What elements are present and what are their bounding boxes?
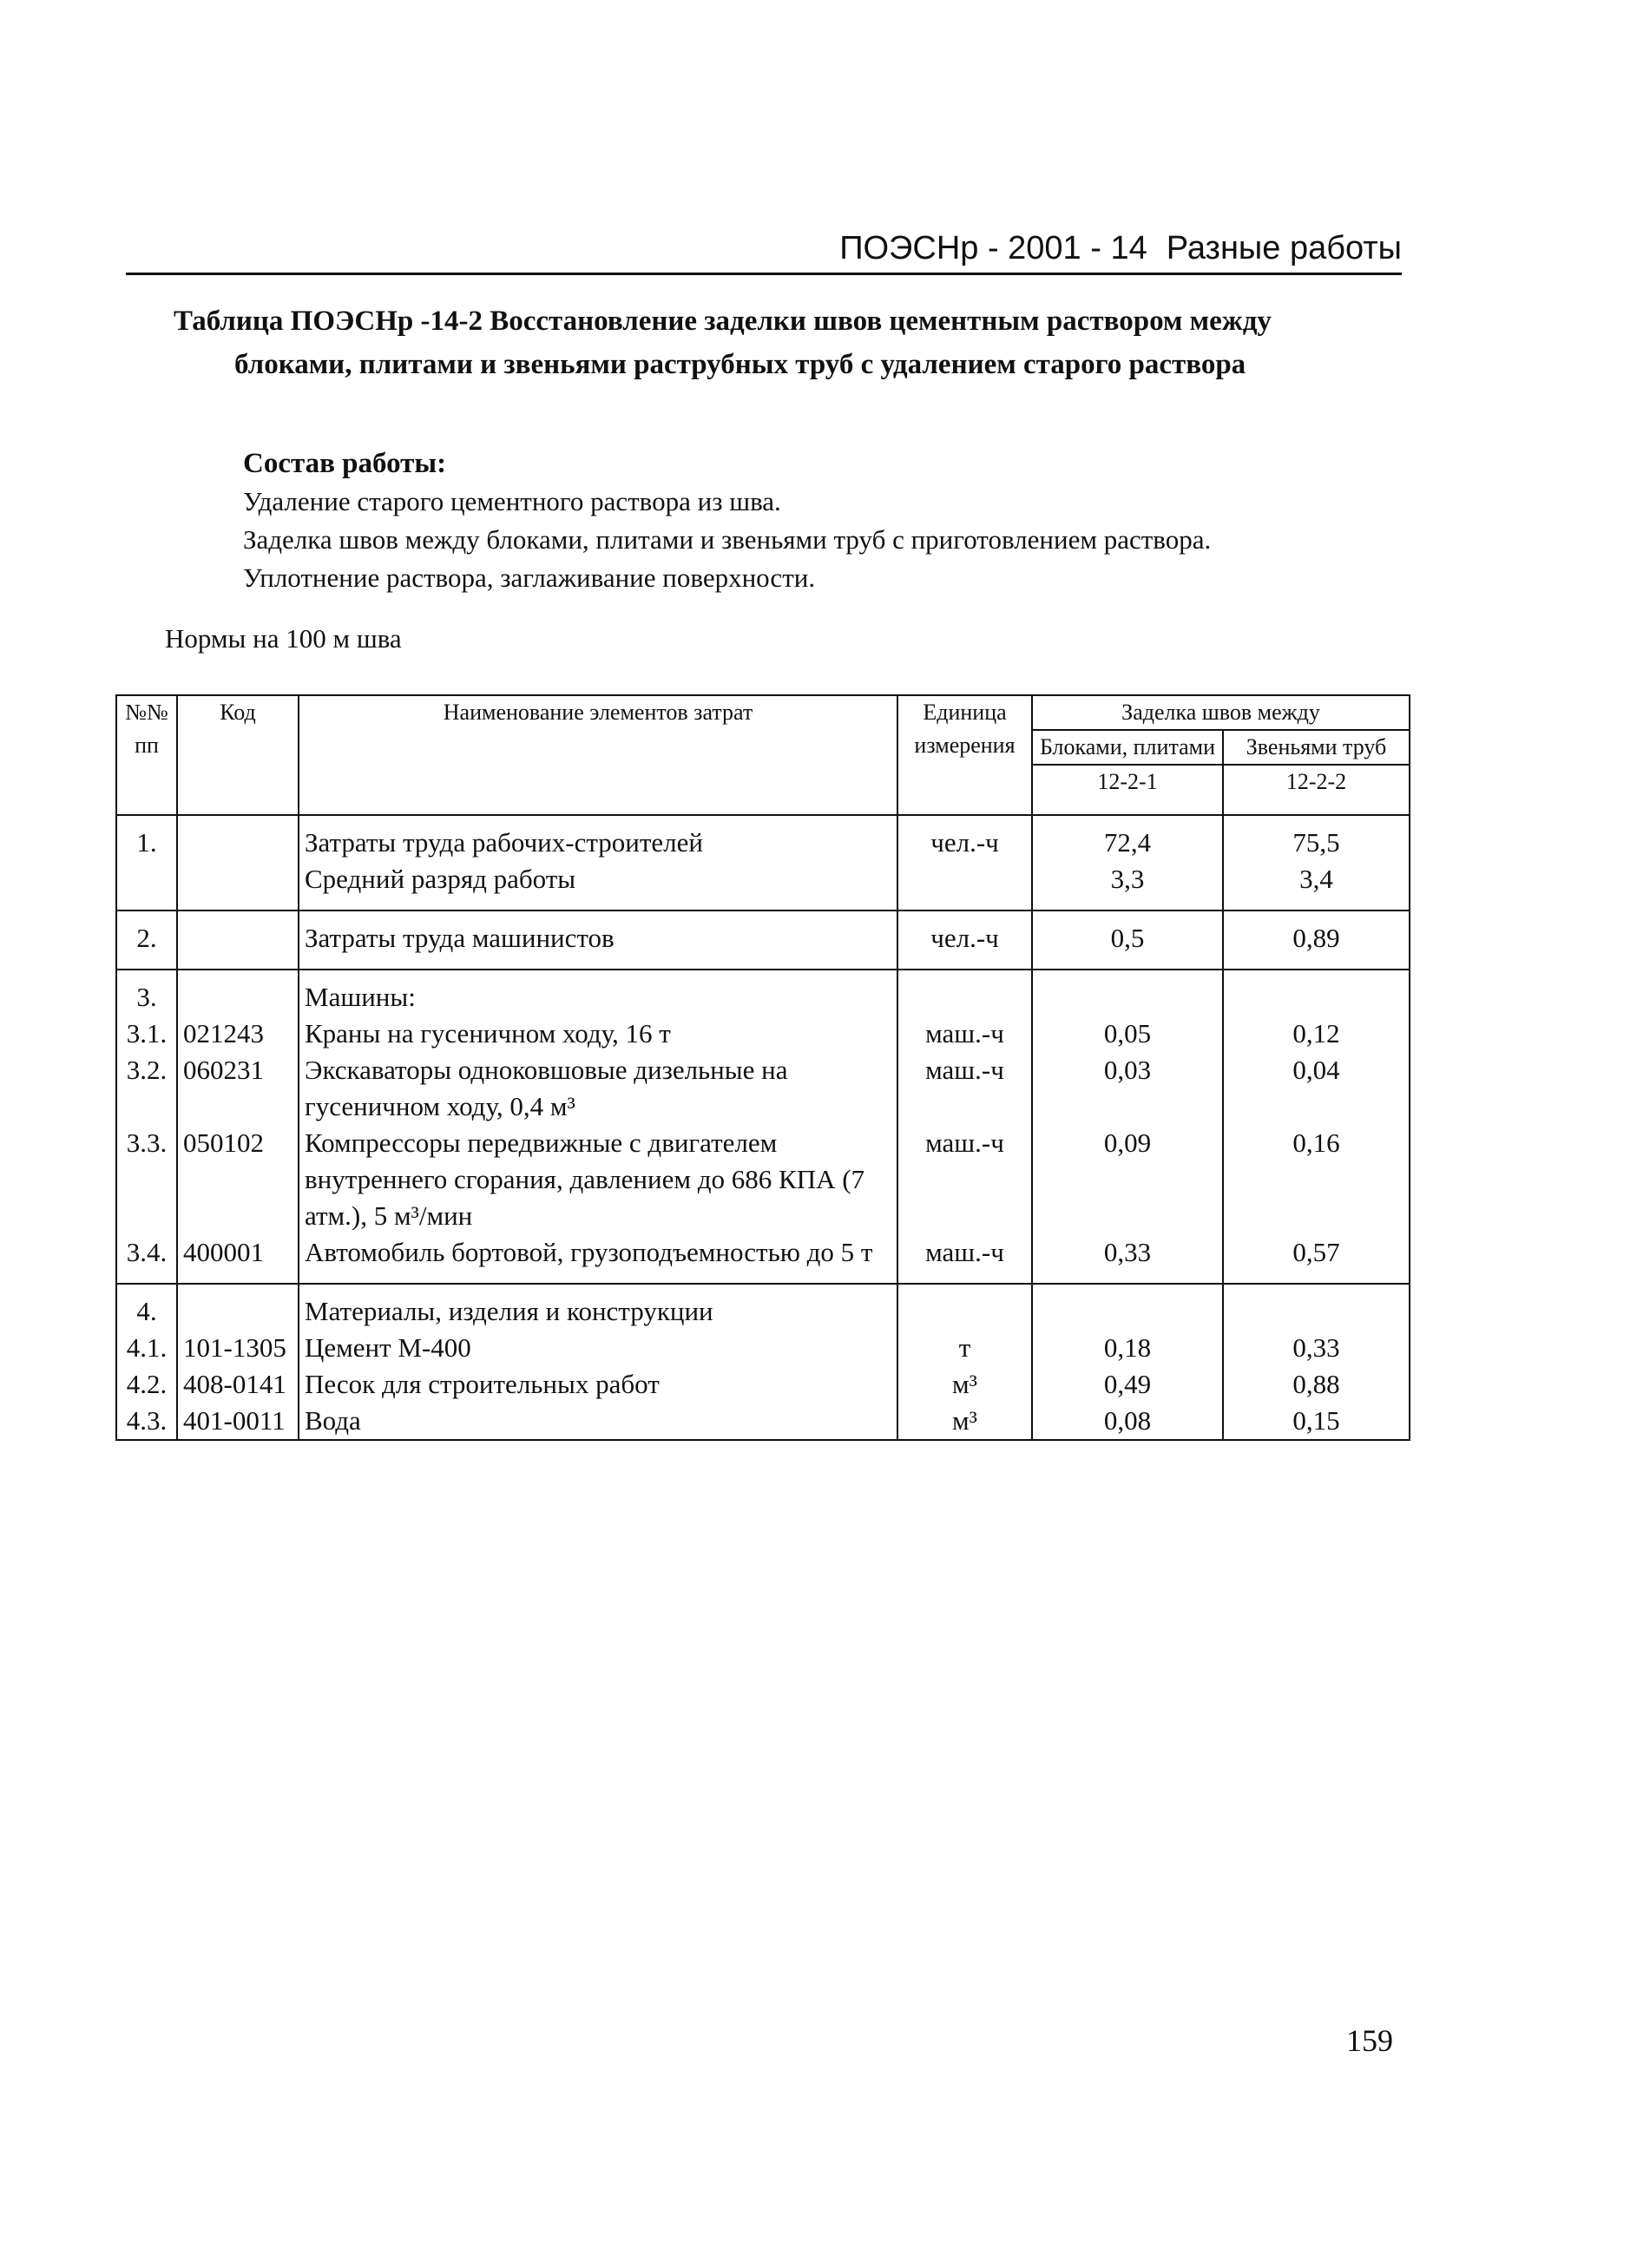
- row-unit: маш.-ч: [897, 1125, 1032, 1234]
- composition-heading: Состав работы:: [243, 448, 447, 479]
- row-name: Песок для строительных работ: [299, 1366, 897, 1403]
- row-unit: маш.-ч: [897, 1052, 1032, 1125]
- composition-item: Уплотнение раствора, заглаживание поверхности.: [243, 562, 816, 593]
- header-section: Разные работы: [1166, 230, 1402, 266]
- row-value-2: 0,57: [1223, 1234, 1410, 1284]
- row-value-2: [1223, 1284, 1410, 1330]
- row-name: Экскаваторы одноковшовые дизельные на гусеничном ходу, 0,4 м³: [299, 1052, 897, 1125]
- row-value-2: 0,04: [1223, 1052, 1410, 1125]
- row-num: [116, 861, 177, 910]
- row-code: 400001: [177, 1234, 299, 1284]
- header-col2-code: 12-2-2: [1223, 765, 1410, 815]
- row-num: 3.4.: [116, 1234, 177, 1284]
- header-num: №№ пп: [116, 695, 177, 815]
- page-header: [126, 230, 1402, 275]
- header-unit: Единица измерения: [897, 695, 1032, 815]
- norms-caption: Нормы на 100 м шва: [165, 623, 402, 654]
- row-value-1: [1032, 1284, 1223, 1330]
- row-value-1: 3,3: [1032, 861, 1223, 910]
- row-name: Затраты труда рабочих-строителей: [299, 815, 897, 861]
- row-value-1: 0,09: [1032, 1125, 1223, 1234]
- row-value-1: 72,4: [1032, 815, 1223, 861]
- row-num: 4.: [116, 1284, 177, 1330]
- row-num: 3.2.: [116, 1052, 177, 1125]
- header-code: Код: [177, 695, 299, 815]
- row-value-1: 0,03: [1032, 1052, 1223, 1125]
- header-col1-code: 12-2-1: [1032, 765, 1223, 815]
- row-value-2: 75,5: [1223, 815, 1410, 861]
- row-value-2: 3,4: [1223, 861, 1410, 910]
- work-composition: [243, 444, 1458, 597]
- row-name: Средний разряд работы: [299, 861, 897, 910]
- composition-item: Удаление старого цементного раствора из шва.: [243, 486, 781, 516]
- row-name: Компрессоры передвижные с двигателем внутреннего сгорания, давлением до 686 КПА (7 атм.), 5 м³/мин: [299, 1125, 897, 1234]
- row-num: 3.: [116, 970, 177, 1016]
- row-code: 408-0141: [177, 1366, 299, 1403]
- row-num: 3.1.: [116, 1016, 177, 1052]
- row-name: Вода: [299, 1403, 897, 1440]
- row-code: 101-1305: [177, 1330, 299, 1366]
- row-value-1: 0,5: [1032, 910, 1223, 970]
- row-code: [177, 910, 299, 970]
- title-line-2: блоками, плитами и звеньями раструбных труб с удалением старого раствора: [234, 349, 1246, 380]
- row-unit: чел.-ч: [897, 815, 1032, 861]
- row-name: Материалы, изделия и конструкции: [299, 1284, 897, 1330]
- row-value-1: 0,08: [1032, 1403, 1223, 1440]
- row-value-1: 0,49: [1032, 1366, 1223, 1403]
- row-unit: м³: [897, 1366, 1032, 1403]
- row-value-2: 0,33: [1223, 1330, 1410, 1366]
- row-code: 050102: [177, 1125, 299, 1234]
- row-name: Краны на гусеничном ходу, 16 т: [299, 1016, 897, 1052]
- row-unit: маш.-ч: [897, 1234, 1032, 1284]
- row-code: 060231: [177, 1052, 299, 1125]
- row-unit: т: [897, 1330, 1032, 1366]
- row-unit: м³: [897, 1403, 1032, 1440]
- row-num: 1.: [116, 815, 177, 861]
- row-code: 021243: [177, 1016, 299, 1052]
- row-name: Машины:: [299, 970, 897, 1016]
- row-unit: маш.-ч: [897, 1016, 1032, 1052]
- row-code: [177, 815, 299, 861]
- table-title: [174, 299, 1406, 386]
- row-code: [177, 1284, 299, 1330]
- row-name: Затраты труда машинистов: [299, 910, 897, 970]
- header-col2: Звеньями труб: [1223, 730, 1410, 765]
- title-line-1: Таблица ПОЭСНр -14-2 Восстановление заделки швов цементным раствором между: [174, 306, 1272, 337]
- header-group: Заделка швов между: [1032, 695, 1410, 730]
- row-unit: [897, 1284, 1032, 1330]
- header-col1: Блоками, плитами: [1032, 730, 1223, 765]
- page-number: 159: [1346, 2023, 1393, 2058]
- row-value-2: [1223, 970, 1410, 1016]
- header-series: ПОЭСНр - 2001 - 14: [839, 230, 1147, 266]
- row-unit: [897, 861, 1032, 910]
- row-code: [177, 970, 299, 1016]
- row-value-1: [1032, 970, 1223, 1016]
- header-name: Наименование элементов затрат: [299, 695, 897, 815]
- row-value-2: 0,16: [1223, 1125, 1410, 1234]
- row-name: Цемент М-400: [299, 1330, 897, 1366]
- row-num: 3.3.: [116, 1125, 177, 1234]
- row-value-2: 0,88: [1223, 1366, 1410, 1403]
- row-num: 4.3.: [116, 1403, 177, 1440]
- row-value-2: 0,15: [1223, 1403, 1410, 1440]
- row-code: [177, 861, 299, 910]
- row-value-2: 0,12: [1223, 1016, 1410, 1052]
- row-value-2: 0,89: [1223, 910, 1410, 970]
- row-name: Автомобиль бортовой, грузоподъемностью до 5 т: [299, 1234, 897, 1284]
- row-unit: чел.-ч: [897, 910, 1032, 970]
- composition-item: Заделка швов между блоками, плитами и звеньями труб с приготовлением раствора.: [243, 524, 1212, 555]
- row-unit: [897, 970, 1032, 1016]
- row-num: 4.2.: [116, 1366, 177, 1403]
- row-value-1: 0,05: [1032, 1016, 1223, 1052]
- row-num: 2.: [116, 910, 177, 970]
- row-num: 4.1.: [116, 1330, 177, 1366]
- row-value-1: 0,18: [1032, 1330, 1223, 1366]
- row-code: 401-0011: [177, 1403, 299, 1440]
- row-value-1: 0,33: [1032, 1234, 1223, 1284]
- norms-table: [115, 694, 1410, 1441]
